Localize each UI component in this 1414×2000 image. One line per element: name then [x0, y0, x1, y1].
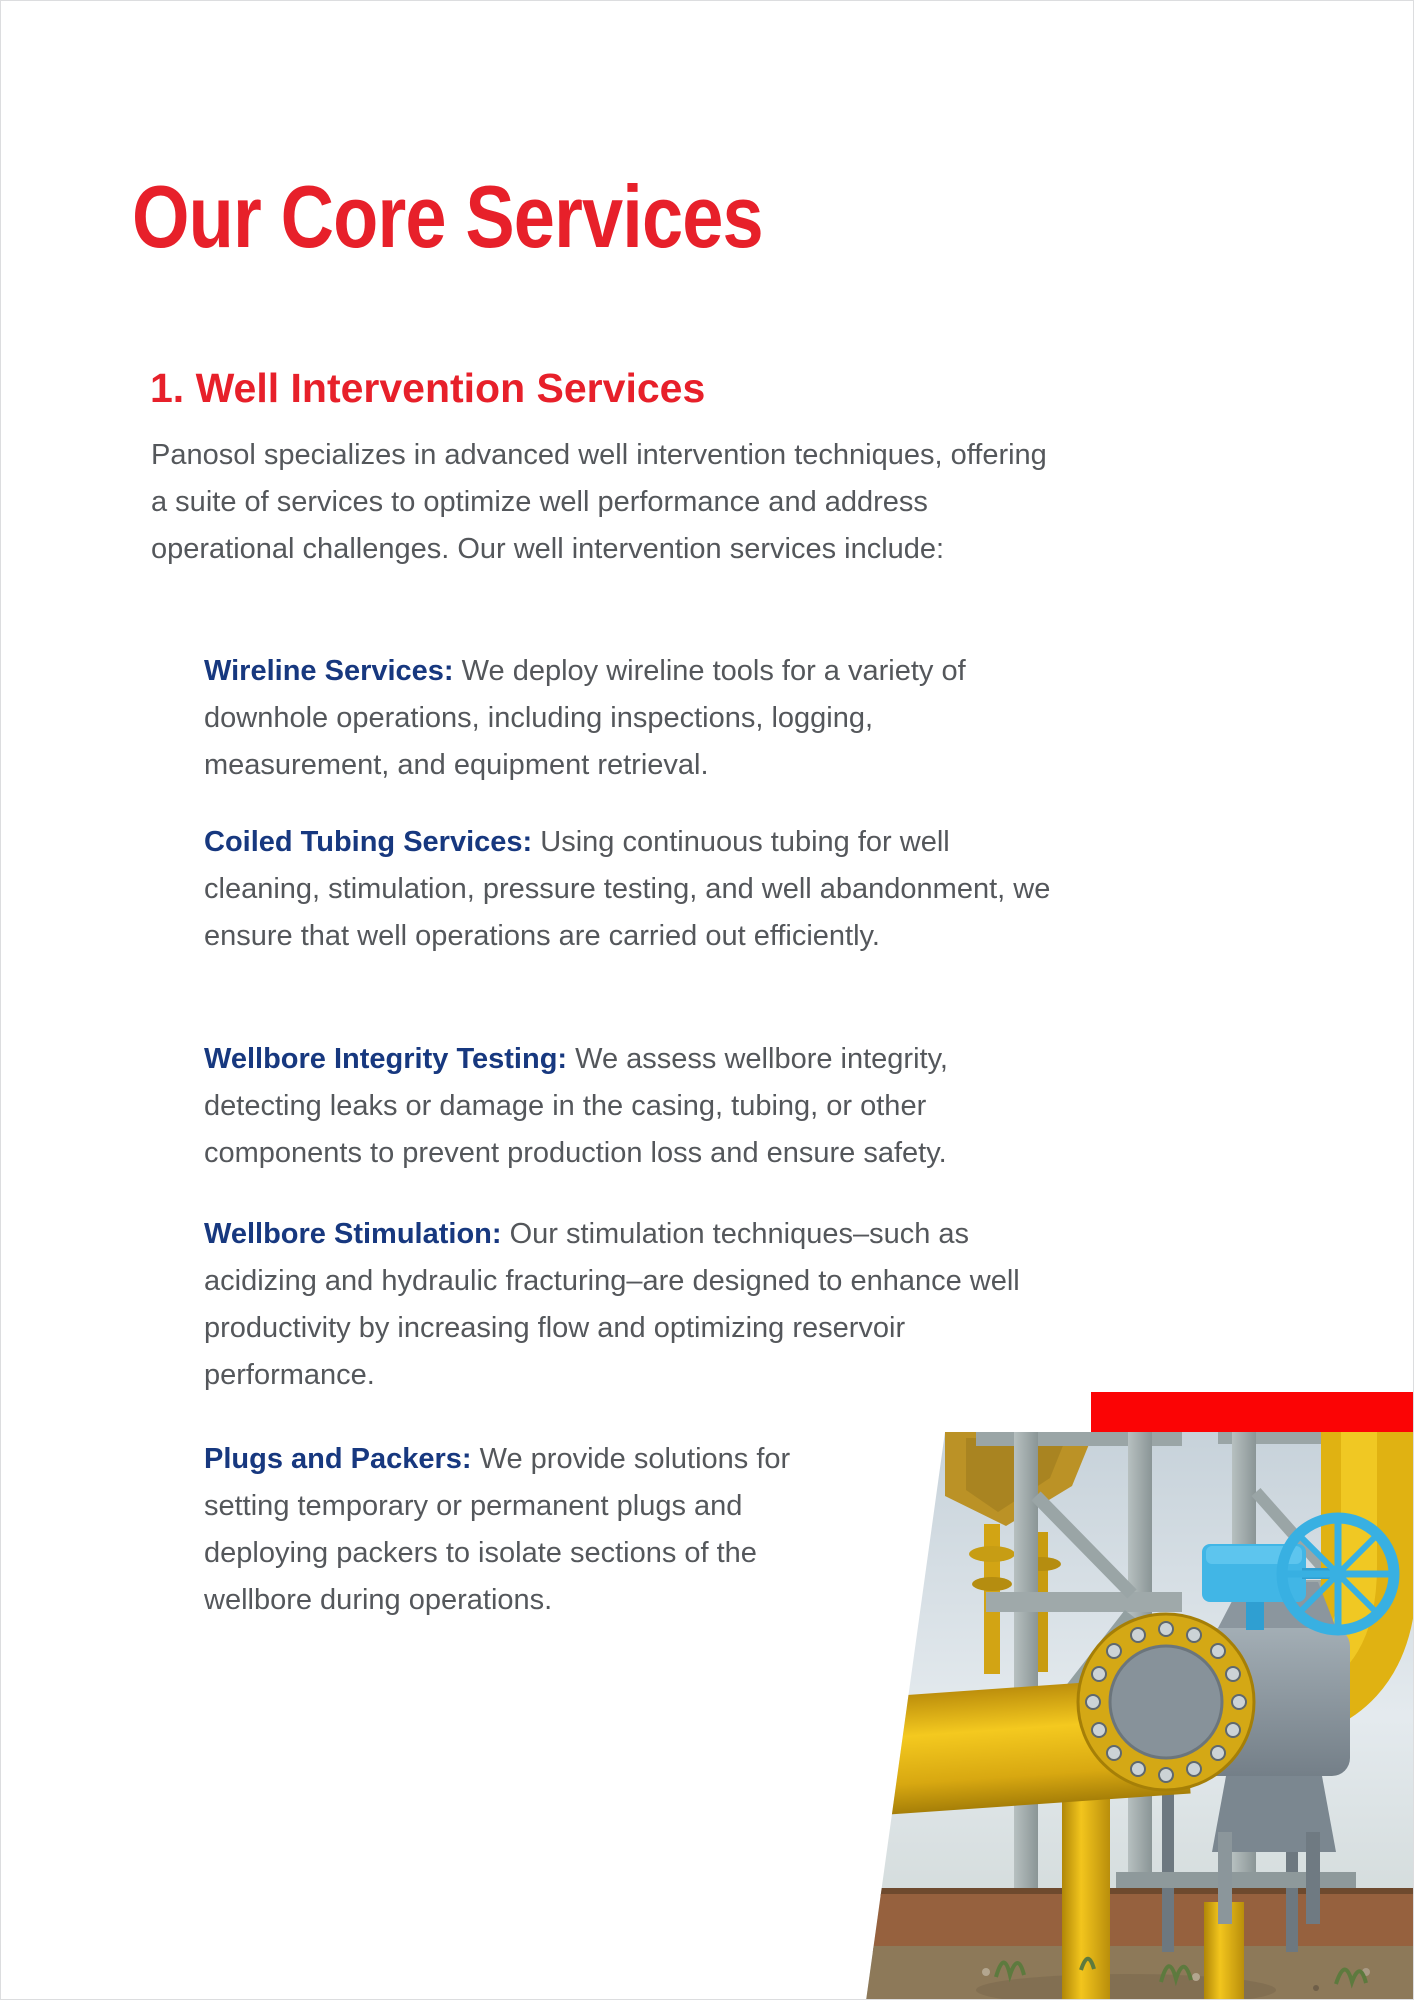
- ground: [866, 1888, 1414, 2000]
- service-label: Wireline Services:: [204, 655, 454, 687]
- pipeline-photo-illustration: [866, 1432, 1414, 2000]
- page-title: Our Core Services: [132, 167, 763, 266]
- yellow-support-pipe: [1062, 1792, 1110, 2000]
- service-item-coiled-tubing: [204, 819, 1062, 960]
- service-text: Our stimulation techniques–such as acidizing and hydraulic fracturing–are designed to enhance well productivity by increasing flow and optimizing reservoir performance.: [204, 1218, 1020, 1391]
- service-item-plugs-packers: [204, 1436, 804, 1624]
- service-text: We provide solutions for setting temporary or permanent plugs and deploying packers to isolate sections of the wellbore during operations.: [204, 1443, 791, 1616]
- service-label: Wellbore Integrity Testing:: [204, 1043, 568, 1075]
- pipeline-photo: [866, 1432, 1414, 2000]
- section-heading: 1. Well Intervention Services: [150, 365, 706, 411]
- service-label: Plugs and Packers:: [204, 1443, 472, 1475]
- red-accent-bar: [1091, 1392, 1413, 1432]
- service-text: Using continuous tubing for well cleaning, stimulation, pressure testing, and well abandonment, we ensure that well operations are carried out efficiently.: [204, 826, 1051, 952]
- service-label: Coiled Tubing Services:: [204, 826, 533, 858]
- valve-handwheel: [1282, 1518, 1394, 1630]
- bolted-flange: [1078, 1614, 1254, 1790]
- section-intro: Panosol specializes in advanced well intervention techniques, offering a suite of services to optimize well performance and address operational challenges. Our well intervention services include:: [151, 439, 1047, 565]
- service-item-stimulation: [204, 1211, 1062, 1399]
- service-label: Wellbore Stimulation:: [204, 1218, 502, 1250]
- service-item-integrity-testing: [204, 1036, 1062, 1177]
- service-text: We deploy wireline tools for a variety of downhole operations, including inspections, logging, measurement, and equipment retrieval.: [204, 655, 966, 781]
- service-text: We assess wellbore integrity, detecting leaks or damage in the casing, tubing, or other components to prevent production loss and ensure safety.: [204, 1043, 948, 1169]
- service-item-wireline: [204, 648, 1062, 789]
